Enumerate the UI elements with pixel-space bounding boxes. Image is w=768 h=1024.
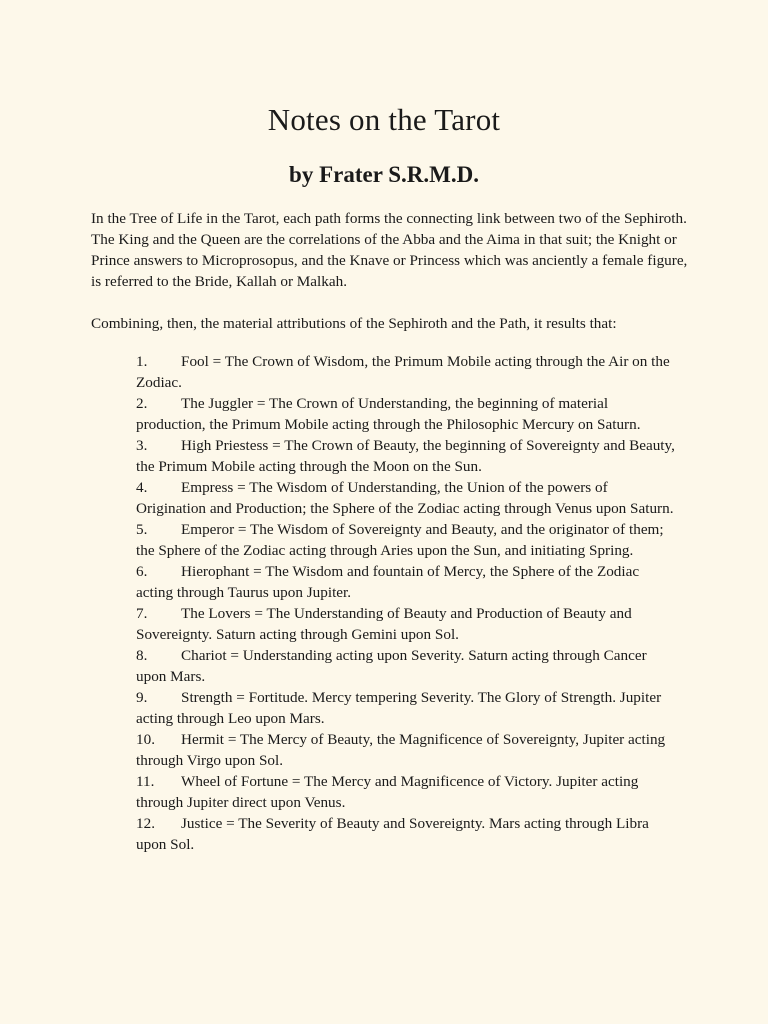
list-item-text: Strength = Fortitude. Mercy tempering Severity. The Glory of Strength. Jupiter acting through Leo upon Mars. — [136, 689, 662, 727]
list-item-text: Justice = The Severity of Beauty and Sovereignty. Mars acting through Libra upon Sol. — [136, 815, 649, 853]
list-item-text: Hermit = The Mercy of Beauty, the Magnificence of Sovereignty, Jupiter acting through Virgo upon Sol. — [136, 731, 666, 769]
list-item — [136, 645, 676, 687]
list-item-text: Emperor = The Wisdom of Sovereignty and Beauty, and the originator of them; the Sphere of the Zodiac acting through Aries upon the Sun, and initiating Spring. — [136, 521, 664, 559]
list-item-number: 5. — [136, 521, 148, 538]
list-item-number: 4. — [136, 479, 148, 496]
list-item-number: 12. — [136, 815, 155, 832]
list-item-text: Empress = The Wisdom of Understanding, the Union of the powers of Origination and Production; the Sphere of the Zodiac acting through Venus upon Saturn. — [136, 479, 674, 517]
intro-paragraph: In the Tree of Life in the Tarot, each path forms the connecting link between two of the Sephiroth. The King and the Queen are the correlations of the Abba and the Aima in that suit; the Knight or Prince answers to Microprosopus, and the Knave or Princess which was anciently a female figure, is referred to the Bride, Kallah or Malkah. — [91, 210, 688, 290]
list-item — [136, 435, 676, 477]
list-item — [136, 519, 676, 561]
attributions-list — [136, 351, 676, 855]
list-item-text: Wheel of Fortune = The Mercy and Magnificence of Victory. Jupiter acting through Jupiter direct upon Venus. — [136, 773, 639, 811]
list-item-text: High Priestess = The Crown of Beauty, the beginning of Sovereignty and Beauty, the Primum Mobile acting through the Moon on the Sun. — [136, 437, 675, 475]
list-item — [136, 813, 676, 855]
list-item-number: 8. — [136, 647, 148, 664]
list-item-text: Fool = The Crown of Wisdom, the Primum Mobile acting through the Air on the Zodiac. — [136, 353, 670, 391]
list-item — [136, 603, 676, 645]
list-item-text: The Juggler = The Crown of Understanding, the beginning of material production, the Primum Mobile acting through the Philosophic Mercury on Saturn. — [136, 395, 641, 433]
list-item — [136, 771, 676, 813]
list-item-number: 10. — [136, 731, 155, 748]
list-item-text: Hierophant = The Wisdom and fountain of Mercy, the Sphere of the Zodiac acting through Taurus upon Jupiter. — [136, 563, 640, 601]
list-item — [136, 477, 676, 519]
list-item-number: 2. — [136, 395, 148, 412]
list-item — [136, 393, 676, 435]
list-item-number: 6. — [136, 563, 148, 580]
list-item-number: 7. — [136, 605, 148, 622]
list-item-text: The Lovers = The Understanding of Beauty and Production of Beauty and Sovereignty. Saturn acting through Gemini upon Sol. — [136, 605, 632, 643]
list-item — [136, 351, 676, 393]
list-item-number: 11. — [136, 773, 155, 790]
list-item-text: Chariot = Understanding acting upon Severity. Saturn acting through Cancer upon Mars. — [136, 647, 647, 685]
list-item-number: 9. — [136, 689, 148, 706]
list-item — [136, 729, 676, 771]
document-title: Notes on the Tarot — [267, 102, 501, 137]
document-author: by Frater S.R.M.D. — [289, 162, 479, 187]
list-item — [136, 561, 676, 603]
list-item — [136, 687, 676, 729]
combining-paragraph: Combining, then, the material attributions of the Sephiroth and the Path, it results that: — [91, 315, 617, 332]
list-item-number: 1. — [136, 353, 148, 370]
list-item-number: 3. — [136, 437, 148, 454]
